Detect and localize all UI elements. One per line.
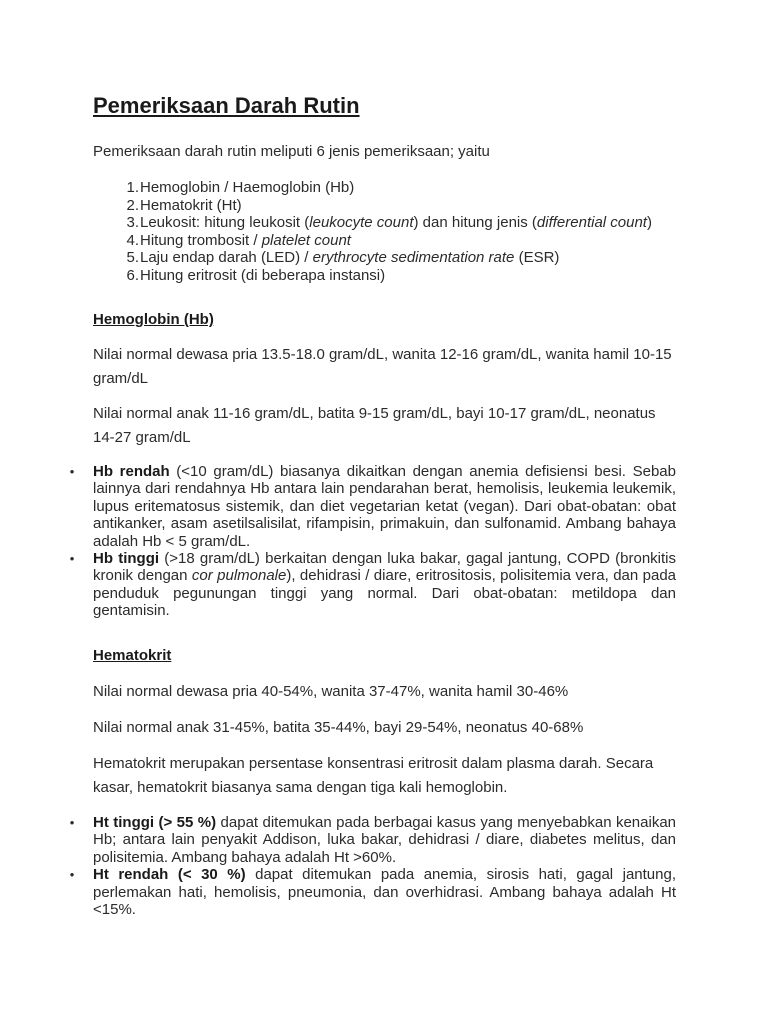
bullet-italic: cor pulmonale <box>191 567 287 585</box>
list-number: 1. <box>126 179 139 196</box>
bullet-label: Hb tinggi <box>93 550 160 568</box>
list-item-text: Leukosit: hitung leukosit ( <box>140 214 310 232</box>
list-number: 2. <box>126 196 139 214</box>
intro-paragraph: Pemeriksaan darah rutin meliputi 6 jenis pemeriksaan; yaitu <box>93 143 490 160</box>
bullet-label: Ht tinggi (> 55 %) <box>93 814 217 831</box>
list-item <box>93 179 355 197</box>
ht-normal-adult: Nilai normal dewasa pria 40-54%, wanita 37-47%, wanita hamil 30-46% <box>93 683 569 700</box>
ht-normal-child: Nilai normal anak 31-45%, batita 35-44%, bayi 29-54%, neonatus 40-68% <box>93 719 584 736</box>
bullet-text: dapat ditemukan pada berbagai kasus yang menyebabkan kenaikan Hb; antara lain penyakit Addison, luka bakar, dehidrasi / diare, diabetes melitus, dan polisitemia. Ambang bahaya adalah Ht >60%. <box>93 814 676 866</box>
list-number: 3. <box>126 214 139 232</box>
list-item-text: ) dan hitung jenis ( <box>413 214 537 232</box>
ht-description: Hematokrit merupakan persentase konsentrasi eritrosit dalam plasma darah. Secara kasar, hematokrit biasanya sama dengan tiga kali hemoglobin. <box>93 755 654 796</box>
list-item-text: Hitung eritrosit (di beberapa instansi) <box>140 266 386 284</box>
list-item-text: Hitung trombosit / <box>140 231 262 249</box>
list-item <box>93 231 351 250</box>
section-heading-hematokrit: Hematokrit <box>93 647 172 664</box>
bullet-text: dapat ditemukan pada anemia, sirosis hati, gagal jantung, perlemakan hati, hemolisis, pneumonia, dan overhidrasi. Ambang bahaya adalah Ht <15%. <box>93 866 676 919</box>
list-item-text: Hemoglobin / Haemoglobin (Hb) <box>140 179 355 196</box>
exam-type-list <box>93 179 652 285</box>
hb-normal-adult: Nilai normal dewasa pria 13.5-18.0 gram/dL, wanita 12-16 gram/dL, wanita hamil 10-15 gram/dL <box>93 346 672 387</box>
page-title: Pemeriksaan Darah Rutin <box>93 93 360 118</box>
section-heading-hemoglobin: Hemoglobin (Hb) <box>93 311 214 328</box>
list-number: 4. <box>126 231 139 249</box>
bullet-icon: • <box>69 464 75 479</box>
list-item <box>93 266 386 285</box>
ht-bullet-list <box>69 814 676 919</box>
list-item <box>93 249 560 267</box>
list-item-text: Laju endap darah (LED) / <box>140 249 313 267</box>
list-item-text: (ESR) <box>514 249 560 267</box>
bullet-text: (<10 gram/dL) biasanya dikaitkan dengan anemia defisiensi besi. Sebab lainnya dari rendahnya Hb antara lain pendarahan berat, hemolisis, leukemia leukemik, lupus eritematosus sistemik, dan diet vegetarian ketat (vegan). Dari obat-obatan: obat antikanker, asam asetilsalisilat, rifampisin, primakuin, dan sulfonamid. Ambang bahaya adalah Hb < 5 gram/dL. <box>93 463 676 550</box>
bullet-icon: • <box>69 867 75 883</box>
bullet-text: ), dehidrasi / diare, eritrositosis, polisitemia vera, dan pada penduduk pegunungan tinggi yang normal. Dari obat-obatan: metildopa dan gentamisin. <box>93 567 676 620</box>
list-item-italic: platelet count <box>261 231 351 249</box>
list-number: 6. <box>126 266 139 284</box>
list-item <box>93 214 652 232</box>
bullet-text: (>18 gram/dL) berkaitan dengan luka bakar, gagal jantung, COPD (bronkitis kronik dengan <box>93 550 677 585</box>
bullet-label: Hb rendah <box>93 463 170 480</box>
list-item <box>69 550 677 620</box>
bullet-icon: • <box>69 815 75 830</box>
list-item <box>69 463 676 550</box>
list-number: 5. <box>126 249 139 267</box>
list-item-italic: erythrocyte sedimentation rate <box>312 249 515 267</box>
list-item-italic: leukocyte count <box>309 214 414 232</box>
list-item <box>69 814 676 866</box>
hb-bullet-list <box>69 463 677 620</box>
bullet-label: Ht rendah (< 30 %) <box>93 866 246 884</box>
list-item-text: ) <box>646 214 652 232</box>
list-item <box>69 866 676 919</box>
hb-normal-child: Nilai normal anak 11-16 gram/dL, batita 9-15 gram/dL, bayi 10-17 gram/dL, neonatus 14-27 gram/dL <box>93 405 656 446</box>
list-item-text: Hematokrit (Ht) <box>140 196 242 214</box>
list-item-italic: differential count <box>536 214 647 232</box>
bullet-icon: • <box>69 551 75 567</box>
list-item <box>93 196 242 215</box>
